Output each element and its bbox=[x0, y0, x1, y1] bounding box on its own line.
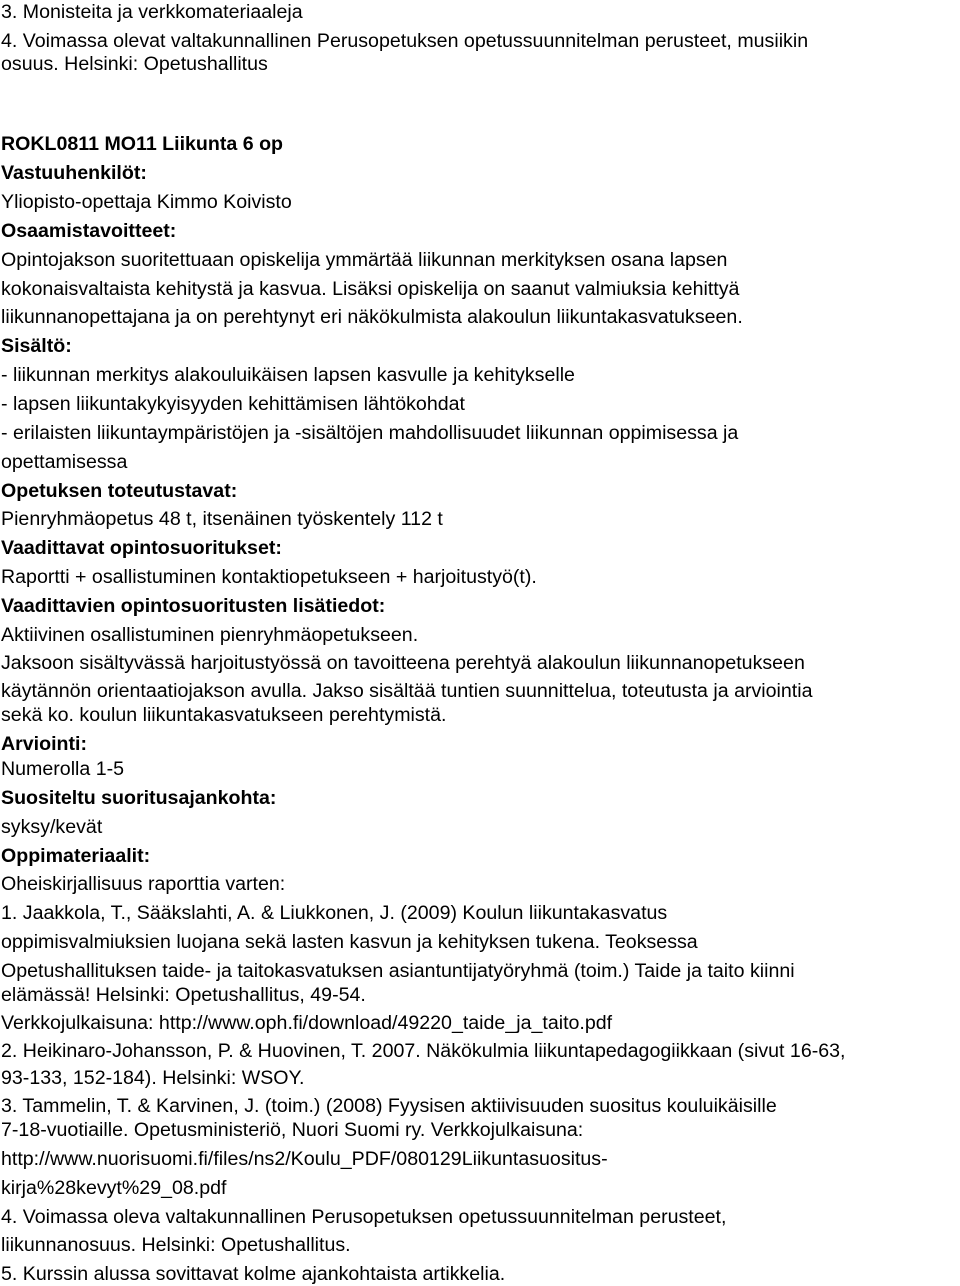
bibliography-line: 4. Voimassa oleva valtakunnallinen Perusopetuksen opetussuunnitelman perusteet, bbox=[1, 1206, 727, 1228]
bibliography-line: 2. Heikinaro-Johansson, P. & Huovinen, T. 2007. Näkökulmia liikuntapedagogiikkaan (sivut 16-63, bbox=[1, 1040, 846, 1062]
bibliography-line: 7-18-vuotiaille. Opetusministeriö, Nuori Suomi ry. Verkkojulkaisuna: bbox=[1, 1119, 584, 1141]
list-item-continuation: opettamisessa bbox=[1, 451, 128, 473]
section-heading: Vastuuhenkilöt: bbox=[1, 162, 147, 184]
section-heading: Vaadittavien opintosuoritusten lisätiedot: bbox=[1, 595, 386, 617]
reference-line: osuus. Helsinki: Opetushallitus bbox=[1, 53, 268, 75]
body-text-line: liikunnanopettajana ja on perehtynyt eri näkökulmista alakoulun liikuntakasvatukseen. bbox=[1, 306, 743, 328]
list-item: - lapsen liikuntakykyisyyden kehittämisen lähtökohdat bbox=[1, 393, 465, 415]
reference-line: 3. Monisteita ja verkkomateriaaleja bbox=[1, 1, 303, 23]
bibliography-line: liikunnanosuus. Helsinki: Opetushallitus. bbox=[1, 1234, 351, 1256]
bibliography-line: oppimisvalmiuksien luojana sekä lasten kasvun ja kehityksen tukena. Teoksessa bbox=[1, 931, 698, 953]
bibliography-line: Opetushallituksen taide- ja taitokasvatuksen asiantuntijatyöryhmä (toim.) Taide ja taito kiinni bbox=[1, 960, 795, 982]
list-item: - erilaisten liikuntaympäristöjen ja -sisältöjen mahdollisuudet liikunnan oppimisessa ja bbox=[1, 422, 739, 444]
body-text-line: syksy/kevät bbox=[1, 816, 103, 838]
body-text-line: kokonaisvaltaista kehitystä ja kasvua. Lisäksi opiskelija on saanut valmiuksia kehittyä bbox=[1, 278, 740, 300]
body-text-line: Aktiivinen osallistuminen pienryhmäopetukseen. bbox=[1, 624, 419, 646]
section-heading: Vaadittavat opintosuoritukset: bbox=[1, 537, 282, 559]
body-text-line: Yliopisto-opettaja Kimmo Koivisto bbox=[1, 191, 292, 213]
body-text-line: käytännön orientaatiojakson avulla. Jakso sisältää tuntien suunnittelua, toteutusta ja arviointia bbox=[1, 680, 813, 702]
section-heading: Arviointi: bbox=[1, 733, 87, 755]
course-title: ROKL0811 MO11 Liikunta 6 op bbox=[1, 133, 284, 155]
section-heading: Sisältö: bbox=[1, 335, 72, 357]
section-heading: Oppimateriaalit: bbox=[1, 845, 151, 867]
body-text-line: Raportti + osallistuminen kontaktiopetukseen + harjoitustyö(t). bbox=[1, 566, 537, 588]
list-item: - liikunnan merkitys alakouluikäisen lapsen kasvulle ja kehitykselle bbox=[1, 364, 575, 386]
bibliography-line: elämässä! Helsinki: Opetushallitus, 49-54. bbox=[1, 984, 366, 1006]
body-text-line: Pienryhmäopetus 48 t, itsenäinen työskentely 112 t bbox=[1, 508, 443, 530]
bibliography-line: 93-133, 152-184). Helsinki: WSOY. bbox=[1, 1067, 305, 1089]
section-heading: Osaamistavoitteet: bbox=[1, 220, 177, 242]
bibliography-line: 3. Tammelin, T. & Karvinen, J. (toim.) (2008) Fyysisen aktiivisuuden suositus kouluikäisille bbox=[1, 1095, 777, 1117]
bibliography-url-line: http://www.nuorisuomi.fi/files/ns2/Koulu_PDF/080129Liikuntasuositus- bbox=[1, 1148, 608, 1170]
bibliography-line: 5. Kurssin alussa sovittavat kolme ajankohtaista artikkelia. bbox=[1, 1263, 506, 1285]
body-text-line: Oheiskirjallisuus raporttia varten: bbox=[1, 873, 286, 895]
body-text-line: Opintojakson suoritettuaan opiskelija ymmärtää liikunnan merkityksen osana lapsen bbox=[1, 249, 728, 271]
bibliography-line: 1. Jaakkola, T., Sääkslahti, A. & Liukkonen, J. (2009) Koulun liikuntakasvatus bbox=[1, 902, 668, 924]
body-text-line: Jaksoon sisältyvässä harjoitustyössä on tavoitteena perehtyä alakoulun liikunnanopetukseen bbox=[1, 652, 805, 674]
section-heading: Suositeltu suoritusajankohta: bbox=[1, 787, 277, 809]
body-text-line: sekä ko. koulun liikuntakasvatukseen perehtymistä. bbox=[1, 704, 447, 726]
body-text-line: Numerolla 1-5 bbox=[1, 758, 125, 780]
section-heading: Opetuksen toteutustavat: bbox=[1, 480, 238, 502]
reference-line: 4. Voimassa olevat valtakunnallinen Perusopetuksen opetussuunnitelman perusteet, musiikin bbox=[1, 30, 809, 52]
bibliography-url-line: Verkkojulkaisuna: http://www.oph.fi/download/49220_taide_ja_taito.pdf bbox=[1, 1012, 613, 1034]
bibliography-url-line: kirja%28kevyt%29_08.pdf bbox=[1, 1177, 227, 1199]
